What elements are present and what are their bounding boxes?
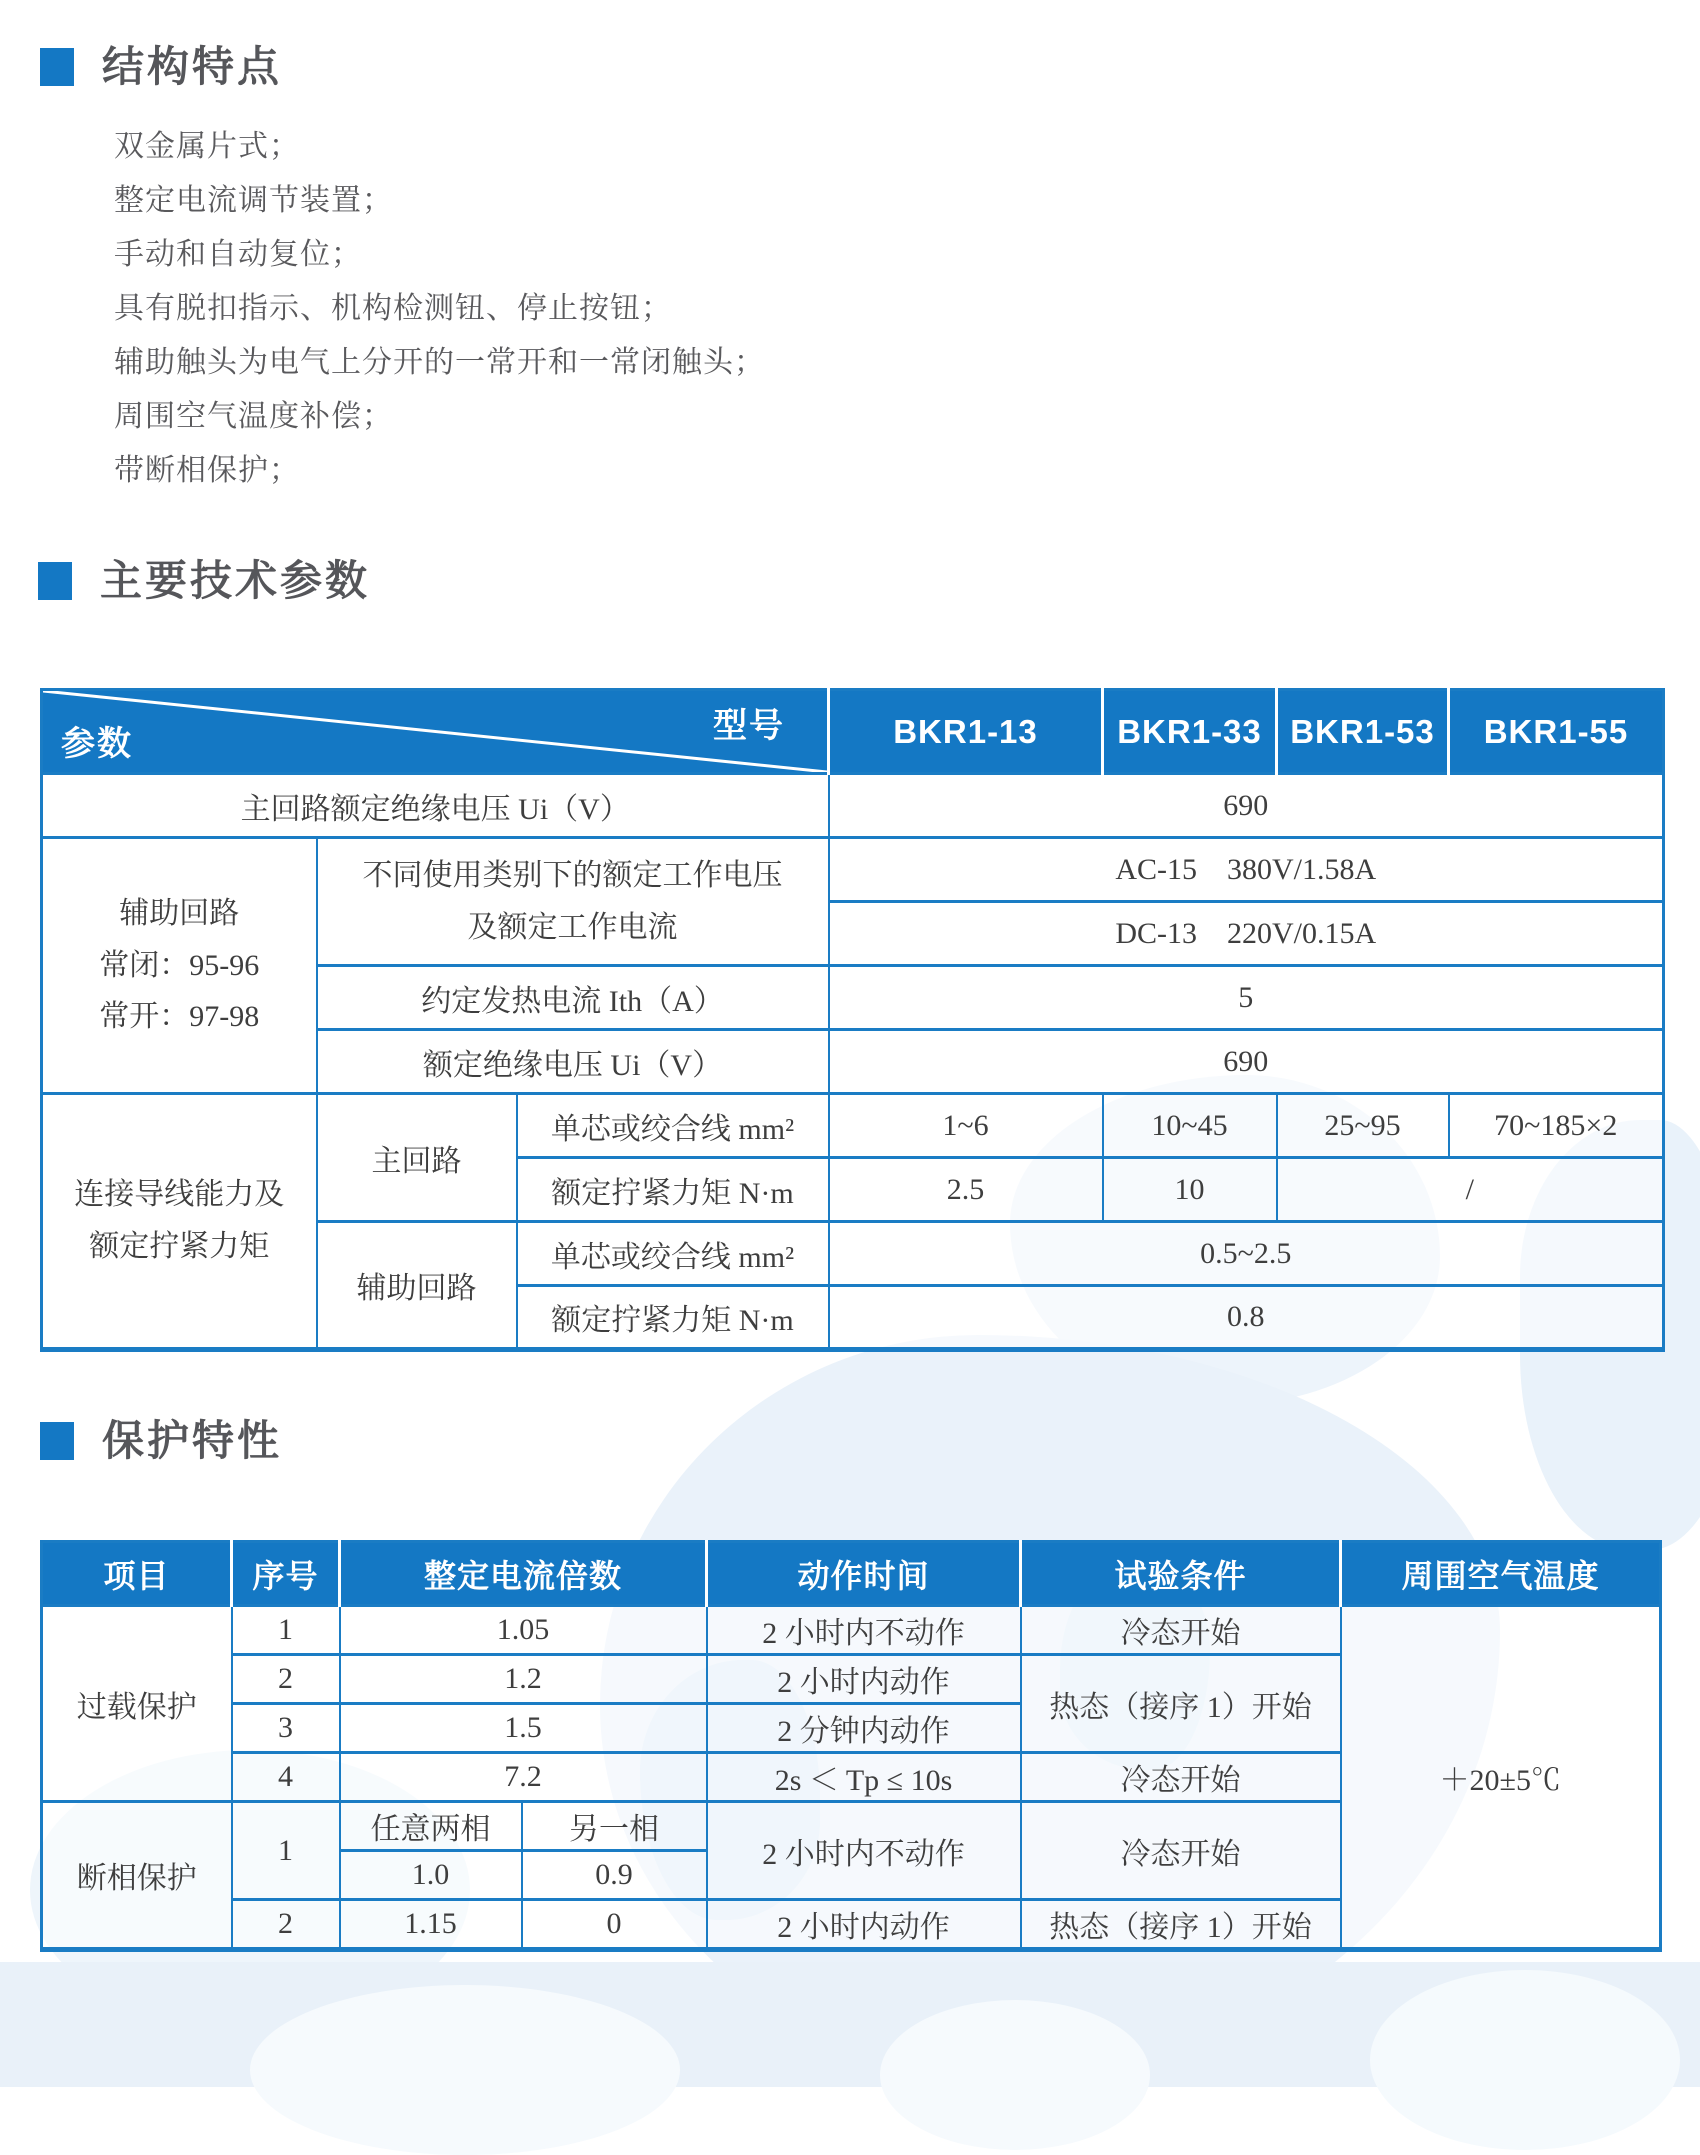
column-header: 周围空气温度 bbox=[1341, 1542, 1661, 1606]
feature-item: 辅助触头为电气上分开的一常开和一常闭触头； bbox=[114, 346, 765, 379]
seq-no: 2 bbox=[232, 1655, 340, 1704]
action-time: 2 小时内动作 bbox=[707, 1900, 1021, 1950]
column-header: 项目 bbox=[42, 1542, 232, 1606]
column-header: 试验条件 bbox=[1021, 1542, 1341, 1606]
current-multiple: 0.9 bbox=[522, 1851, 707, 1900]
param-label: 单芯或绞合线 mm² bbox=[517, 1094, 829, 1158]
test-condition: 热态（接序 1）开始 bbox=[1021, 1900, 1341, 1950]
current-multiple: 7.2 bbox=[340, 1753, 707, 1802]
param-label: 额定绝缘电压 Ui（V） bbox=[317, 1030, 829, 1094]
column-header: 动作时间 bbox=[707, 1542, 1021, 1606]
section-title-text: 主要技术参数 bbox=[100, 557, 371, 604]
title-accent-square bbox=[40, 1422, 74, 1460]
feature-item: 双金属片式； bbox=[114, 130, 300, 163]
overload-protection-label: 过载保护 bbox=[42, 1606, 232, 1802]
current-multiple: 1.2 bbox=[340, 1655, 707, 1704]
current-multiple: 0 bbox=[522, 1900, 707, 1950]
section-title-text: 结构特点 bbox=[102, 43, 283, 90]
parameters-table bbox=[40, 688, 1665, 1352]
current-multiple: 1.0 bbox=[340, 1851, 522, 1900]
seq-no: 4 bbox=[232, 1753, 340, 1802]
sub-header-other-phase: 另一相 bbox=[522, 1802, 707, 1851]
action-time: 2 分钟内动作 bbox=[707, 1704, 1021, 1753]
current-multiple: 1.05 bbox=[340, 1606, 707, 1655]
param-value: 25~95 bbox=[1277, 1094, 1449, 1158]
section-title-text: 保护特性 bbox=[102, 1417, 283, 1464]
action-time: 2 小时内动作 bbox=[707, 1655, 1021, 1704]
model-header: BKR1-55 bbox=[1449, 690, 1664, 774]
param-value: 2.5 bbox=[829, 1158, 1103, 1222]
watermark-map-blob bbox=[880, 2000, 1150, 2150]
action-time: 2s ＜ Tp ≤ 10s bbox=[707, 1753, 1021, 1802]
current-multiple: 1.15 bbox=[340, 1900, 522, 1950]
seq-no: 1 bbox=[232, 1802, 340, 1900]
param-label: 单芯或绞合线 mm² bbox=[517, 1222, 829, 1286]
protection-table bbox=[40, 1540, 1662, 1952]
corner-label-model: 型号 bbox=[713, 707, 785, 745]
features-list bbox=[114, 120, 765, 498]
corner-label-parameter: 参数 bbox=[61, 725, 133, 763]
test-condition: 冷态开始 bbox=[1021, 1802, 1341, 1900]
aux-circuit-group-label: 辅助回路 常闭：95-96 常开：97-98 bbox=[42, 838, 317, 1094]
param-label: 额定拧紧力矩 N·m bbox=[517, 1158, 829, 1222]
feature-item: 手动和自动复位； bbox=[114, 238, 362, 271]
watermark-map-blob bbox=[1370, 1970, 1680, 2150]
usage-category-label: 不同使用类别下的额定工作电压 及额定工作电流 bbox=[317, 838, 829, 966]
param-value: 1~6 bbox=[829, 1094, 1103, 1158]
param-value: 10~45 bbox=[1103, 1094, 1277, 1158]
diagonal-corner-cell bbox=[42, 690, 829, 774]
param-value: AC-15 380V/1.58A bbox=[829, 838, 1664, 902]
seq-no: 1 bbox=[232, 1606, 340, 1655]
feature-item: 周围空气温度补偿； bbox=[114, 400, 393, 433]
table-row bbox=[42, 838, 1664, 902]
column-header: 整定电流倍数 bbox=[340, 1542, 707, 1606]
column-header: 序号 bbox=[232, 1542, 340, 1606]
param-value: DC-13 220V/0.15A bbox=[829, 902, 1664, 966]
wire-capacity-group-label: 连接导线能力及 额定拧紧力矩 bbox=[42, 1094, 317, 1350]
param-value: 70~185×2 bbox=[1449, 1094, 1664, 1158]
model-header: BKR1-13 bbox=[829, 690, 1103, 774]
watermark-map-blob bbox=[250, 1985, 680, 2155]
phase-failure-protection-label: 断相保护 bbox=[42, 1802, 232, 1950]
param-value: 690 bbox=[829, 1030, 1664, 1094]
main-circuit-label: 主回路 bbox=[317, 1094, 517, 1222]
seq-no: 2 bbox=[232, 1900, 340, 1950]
section-technical-parameters bbox=[38, 557, 371, 604]
model-header: BKR1-53 bbox=[1277, 690, 1449, 774]
parameters-header-row bbox=[42, 690, 1664, 774]
table-row bbox=[42, 1606, 1661, 1655]
seq-no: 3 bbox=[232, 1704, 340, 1753]
feature-item: 整定电流调节装置； bbox=[114, 184, 393, 217]
param-label: 额定拧紧力矩 N·m bbox=[517, 1286, 829, 1350]
param-value: 0.5~2.5 bbox=[829, 1222, 1664, 1286]
sub-header-any-two-phases: 任意两相 bbox=[340, 1802, 522, 1851]
title-accent-square bbox=[38, 562, 72, 600]
param-label: 约定发热电流 Ith（A） bbox=[317, 966, 829, 1030]
section-structural-features bbox=[40, 43, 283, 90]
title-accent-square bbox=[40, 48, 74, 86]
protection-header-row bbox=[42, 1542, 1661, 1606]
action-time: 2 小时内不动作 bbox=[707, 1606, 1021, 1655]
action-time: 2 小时内不动作 bbox=[707, 1802, 1021, 1900]
current-multiple: 1.5 bbox=[340, 1704, 707, 1753]
diagonal-line bbox=[43, 691, 827, 772]
param-label: 主回路额定绝缘电压 Ui（V） bbox=[42, 774, 829, 838]
param-value: 10 bbox=[1103, 1158, 1277, 1222]
ambient-temperature-value: ＋20±5℃ bbox=[1341, 1606, 1661, 1950]
table-row bbox=[42, 1094, 1664, 1158]
test-condition: 热态（接序 1）开始 bbox=[1021, 1655, 1341, 1753]
table-row bbox=[42, 774, 1664, 838]
param-value: 5 bbox=[829, 966, 1664, 1030]
aux-circuit-label: 辅助回路 bbox=[317, 1222, 517, 1350]
feature-item: 带断相保护； bbox=[114, 454, 300, 487]
feature-item: 具有脱扣指示、机构检测钮、停止按钮； bbox=[114, 292, 672, 325]
model-header: BKR1-33 bbox=[1103, 690, 1277, 774]
test-condition: 冷态开始 bbox=[1021, 1606, 1341, 1655]
param-value: 690 bbox=[829, 774, 1664, 838]
section-protection-characteristics bbox=[40, 1417, 283, 1464]
param-value: 0.8 bbox=[829, 1286, 1664, 1350]
param-value: / bbox=[1277, 1158, 1664, 1222]
test-condition: 冷态开始 bbox=[1021, 1753, 1341, 1802]
